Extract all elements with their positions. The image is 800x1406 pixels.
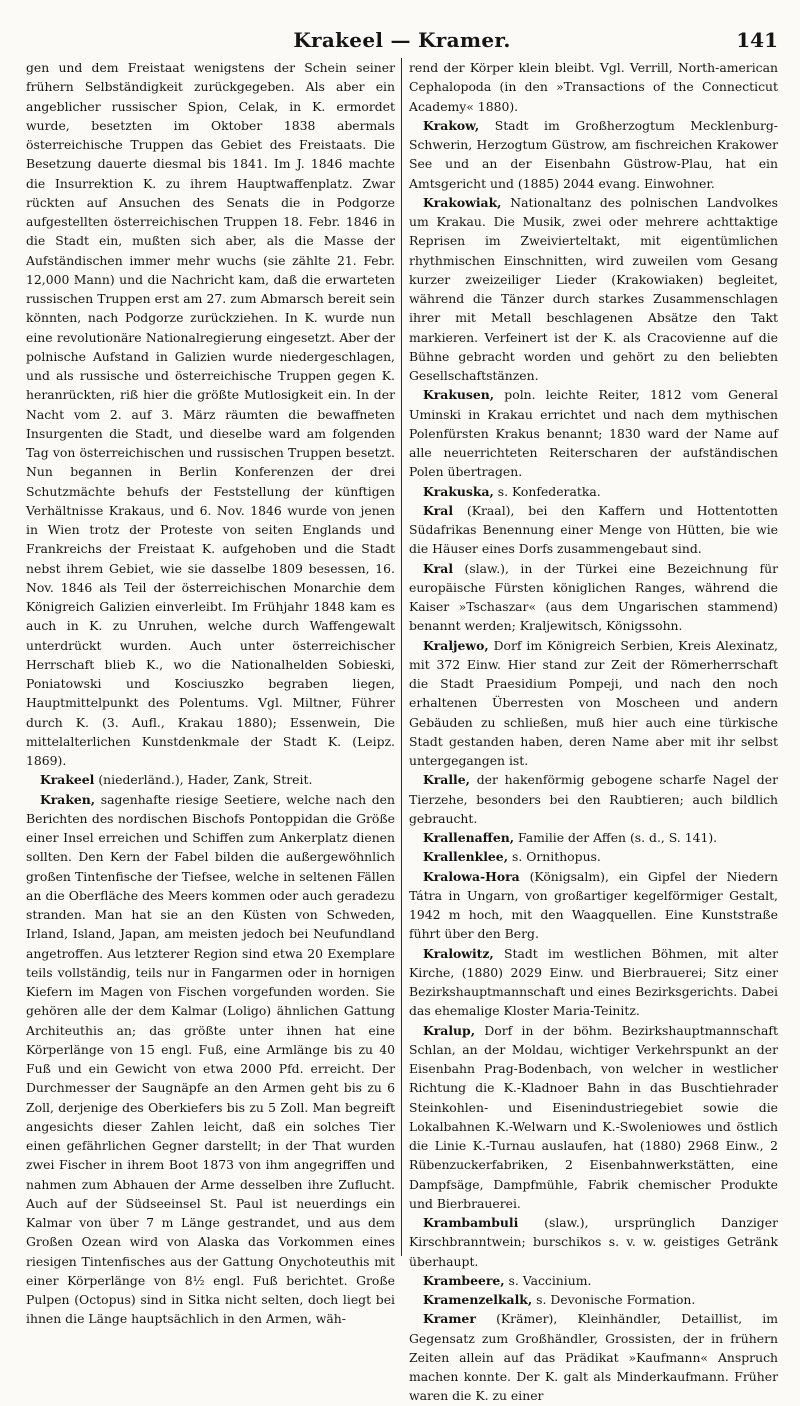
dictionary-entry [26, 770, 395, 789]
entry-headword: Kral [423, 502, 454, 518]
page-header [26, 22, 778, 58]
entry-headword: Krambambuli [423, 1215, 519, 1230]
dictionary-entry [409, 193, 778, 386]
entry-text: s. Ornithopus. [508, 849, 601, 865]
entry-text: poln. leichte Reiter, 1812 vom General Uminski in Krakau errichtet und nach dem mythischen Polenfürsten Krakus benannt; 1830 ward der Name auf alle neuerrichteten Reiterscharen der aufständischen Polen übertragen. [409, 387, 778, 480]
entry-text: Stadt im westlichen Böhmen, mit alter Kirche, (1880) 2029 Einw. und Bierbrauerei; Sitz einer Bezirkshauptmannschaft und eines Bezirksgerichts. Dabei das ehemalige Kloster Maria-Teinitz. [409, 945, 778, 1019]
dictionary-entry [409, 501, 778, 559]
entry-headword: Kralowa-Hora [423, 868, 520, 884]
dictionary-entry [409, 1021, 778, 1214]
entry-text: Dorf in der böhm. Bezirkshauptmannschaft Schlan, an der Moldau, wichtiger Verkehrspunkt an der Eisenbahn Prag-Bodenbach, von welcher in westlicher Richtung die K.-Kladnoer Bahn in das Buschtiehrader Steinkohlen- und Eisenindustriegebiet sowie die Lokalbahnen K.-Welwarn und K.-Swoleniowes und östlich die Linie K.-Turnau auslaufen, hat (1880) 2968 Einw., 2 Rübenzuckerfabriken, 2 Eisenbahnwerkstätten, eine Dampfsäge, Dampfmühle, Fabrik chemischer Produkte und Bierbrauerei. [409, 1022, 778, 1211]
entry-text: (slaw.), in der Türkei eine Bezeichnung für europäische Fürsten königlichen Ranges, während die Kaiser »Tschaszar« (aus dem Ungarischen stammend) benannt werden; Kraljewitsch, Königssohn. [409, 560, 778, 634]
entry-text: Dorf im Königreich Serbien, Kreis Alexinatz, mit 372 Einw. Hier stand zur Zeit der Römerherrschaft die Stadt Praesidium Pompeji, und nach den noch erhaltenen Überresten von Moscheen und andern Gebäuden zu schließen, muß hier auch eine türkische Stadt gestanden haben, deren Name aber mit ihr selbst untergegangen ist. [409, 637, 778, 768]
entry-text: Familie der Affen (s. d., S. 141). [514, 830, 718, 845]
entry-headword: Kraken, [40, 791, 96, 807]
entry-headword: Kralowitz, [423, 945, 494, 961]
text-columns [26, 58, 778, 1404]
entry-headword: Kraljewo, [423, 637, 489, 653]
dictionary-entry [409, 1271, 778, 1290]
entry-text: gen und dem Freistaat wenigstens der Schein seiner frühern Selbständigkeit zurückgegeben. Als aber ein angeblicher russischer Spion, Celak, in K. ermordet wurde, besetzten im Oktober 1838 abermals österreichische Truppen das Gebiet des Freistaats. Die Besetzung dauerte diesmal bis 1841. Im J. 1846 machte die Insurrektion K. zu ihrem Hauptwaffenplatz. Zwar rückten auf Ansuchen des Senats die in Podgorze aufgestellten österreichischen Truppen 18. Febr. 1846 in die Stadt ein, mußten sich aber, als die Masse der Aufständischen immer mehr wuchs (sie zählte 21. Febr. 12,000 Mann) und die Nachricht kam, daß die erwarteten russischen Truppen erst am 27. zum Abmarsch bereit sein könnten, nach Podgorze zurückziehen. In K. wurde nun eine revolutionäre Nationalregierung eingesetzt. Aber der polnische Aufstand in Galizien wurde niedergeschlagen, und als russische und österreichische Truppen gegen K. heranrückten, riß hier die größte Mutlosigkeit ein. In der Nacht vom 2. auf 3. März räumten die bewaffneten Insurgenten die Stadt, und dieselbe ward am folgenden Tag von österreichischen und russischen Truppen besetzt. Nun begannen in Berlin Konferenzen der drei Schutzmächte behufs der Feststellung der künftigen Verhältnisse Krakaus, und 6. Nov. 1846 wurde von jenen in Wien trotz der Proteste von seiten Englands und Frankreichs der Freistaat K. aufgehoben und die Stadt nebst ihrem Gebiet, wie sie dasselbe 1809 besessen, 16. Nov. 1846 als Teil der österreichischen Monarchie dem Königreich Galizien einverleibt. Im Frühjahr 1848 kam es auch in K. zu Unruhen, welche durch Waffengewalt unterdrückt wurden. Auch unter österreichischer Herrschaft blieb K., wo die Nationalhelden Sobieski, Poniatowski und Kosciuszko begraben liegen, Hauptmittelpunkt des Polentums. Vgl. Miltner, Führer durch K. (3. Aufl., Krakau 1880); Essenwein, Die mittelalterlichen Kunstdenkmale der Stadt K. (Leipz. 1869). [26, 60, 395, 768]
entry-headword: Krakow, [423, 117, 480, 133]
column-divider [401, 58, 402, 1256]
entry-text: (Krämer), Kleinhändler, Detaillist, im Gegensatz zum Großhändler, Grossisten, der in frühern Zeiten allein auf das Prädikat »Kaufmann« Anspruch machen konnte. Der K. galt als Minderkaufmann. Früher waren die K. zu einer [409, 1311, 778, 1404]
entry-text: rend der Körper klein bleibt. Vgl. Verrill, North-american Cephalopoda (in den »Transactions of the Connecticut Academy« 1880). [409, 60, 778, 114]
dictionary-entry [409, 636, 778, 771]
entry-headword: Kral [423, 560, 454, 576]
entry-text: s. Devonische Formation. [532, 1292, 696, 1307]
entry-headword: Krakuska, [423, 483, 494, 499]
entry-headword: Krakowiak, [423, 194, 502, 210]
dictionary-entry [26, 790, 395, 1329]
dictionary-entry [409, 1309, 778, 1405]
dictionary-entry [409, 944, 778, 1021]
left-column [26, 58, 395, 1327]
page-number: 141 [736, 28, 778, 52]
dictionary-entry [409, 828, 778, 847]
dictionary-entry [409, 867, 778, 944]
continued-text [409, 58, 778, 116]
entry-headword: Krakeel [40, 772, 95, 788]
entry-headword: Krakusen, [423, 387, 495, 403]
entry-text: sagenhafte riesige Seetiere, welche nach den Berichten des nordischen Bischofs Pontoppidan die Größe einer Insel erreichen und Schiffen zum Ankerplatz dienen sollten. Den Kern der Fabel bilden die außergewöhnlich großen Tintenfische der Tiefsee, welche in seltenen Fällen an die Oberfläche des Meers kommen oder auch geradezu stranden. Man hat sie an den Küsten von Schweden, Irland, Island, Japan, am meisten jedoch bei Neufundland angetroffen. Aus letzterer Region sind etwa 20 Exemplare teils vollständig, teils nur in Fangarmen oder in hornigen Kiefern im Magen von Fischen vorgefunden worden. Sie gehören alle der dem Kalmar (Loligo) ähnlichen Gattung Architeuthis an; das größte unter ihnen hat eine Körperlänge von 15 engl. Fuß, eine Armlänge bis zu 40 Fuß und ein Gewicht von etwa 2000 Pfd. erreicht. Der Durchmesser der Saugnäpfe an den Armen geht bis zu 6 Zoll, derjenige des Oberkiefers bis zu 5 Zoll. Man begreift angesichts dieser Zahlen leicht, daß ein solches Tier einen gefährlichen Gegner darstellt; in der That wurden zwei Fischer in ihrem Boot 1873 von ihm angegriffen und nahmen zum Abhauen der Arme desselben ihre Zuflucht. Auch auf der Südseeinsel St. Paul ist neuerdings ein Kalmar von über 7 m Länge gestrandet, und aus dem Großen Ozean wird von Alaska das Vorkommen eines riesigen Tintenfisches aus der Gattung Onychoteuthis mit einer Körperlänge von 8½ engl. Fuß berichtet. Große Pulpen (Octopus) sind in Sitka nicht selten, doch liegt bei ihnen die Länge hauptsächlich in den Armen, wäh- [26, 791, 395, 1327]
entry-headword: Krallenaffen, [423, 830, 515, 845]
dictionary-entry [409, 482, 778, 501]
entry-text: s. Vaccinium. [504, 1272, 592, 1288]
dictionary-entry [409, 1290, 778, 1309]
entry-text: (Kraal), bei den Kaffern und Hottentotten Südafrikas Benennung einer Menge von Hütten, bie wie die Häuser eines Dorfs zusammengebaut sind. [409, 502, 778, 557]
entry-text: der hakenförmig gebogene scharfe Nagel der Tierzehe, besonders bei den Raubtieren; auch bildlich gebraucht. [409, 772, 778, 826]
dictionary-entry [409, 770, 778, 828]
dictionary-entry [409, 847, 778, 866]
entry-headword: Kramenzelkalk, [423, 1292, 533, 1307]
entry-text: Nationaltanz des polnischen Landvolkes um Krakau. Die Musik, zwei oder mehrere achttaktige Reprisen im Zweivierteltakt, mit eigentümlichen rhythmischen Einschnitten, wird zuweilen vom Gesang kurzer zweizeiliger Lieder (Krakowiaken) begleitet, während die Tänzer durch starkes Zusammenschlagen ihrer mit Metall beschlagenen Absätze den Takt markieren. Verfeinert ist der K. als Cracovienne auf die Bühne gebracht worden und gehört zu den beliebten Gesellschaftstänzen. [409, 194, 778, 383]
entry-headword: Kralup, [423, 1022, 476, 1038]
dictionary-entry [409, 116, 778, 193]
entry-headword: Kralle, [423, 772, 470, 788]
entry-text: (slaw.), ursprünglich Danziger Kirschbranntwein; burschikos s. v. w. geistiges Getränk überhaupt. [409, 1215, 778, 1269]
entry-headword: Kramer [423, 1311, 476, 1327]
dictionary-entry [409, 1213, 778, 1271]
entry-text: Stadt im Großherzogtum Mecklenburg-Schwerin, Herzogtum Güstrow, am fischreichen Krakower See und an der Eisenbahn Güstrow-Plau, hat ein Amtsgericht und (1885) 2044 evang. Einwohner. [409, 117, 778, 191]
entry-headword: Krambeere, [423, 1272, 505, 1288]
dictionary-entry [409, 385, 778, 481]
dictionary-entry [409, 559, 778, 636]
entry-text: s. Konfederatka. [493, 483, 601, 499]
entry-text: (niederländ.), Hader, Zank, Streit. [94, 772, 313, 788]
entry-text: (Königsalm), ein Gipfel der Niedern Tátra in Ungarn, von großartiger kegelförmiger Gestalt, 1942 m hoch, mit den Waagquellen. Eine Kunststraße führt über den Berg. [409, 868, 778, 942]
right-column [409, 58, 778, 1404]
running-head: Krakeel — Kramer. [293, 28, 511, 52]
continued-text [26, 58, 395, 770]
entry-headword: Krallenklee, [423, 849, 509, 865]
